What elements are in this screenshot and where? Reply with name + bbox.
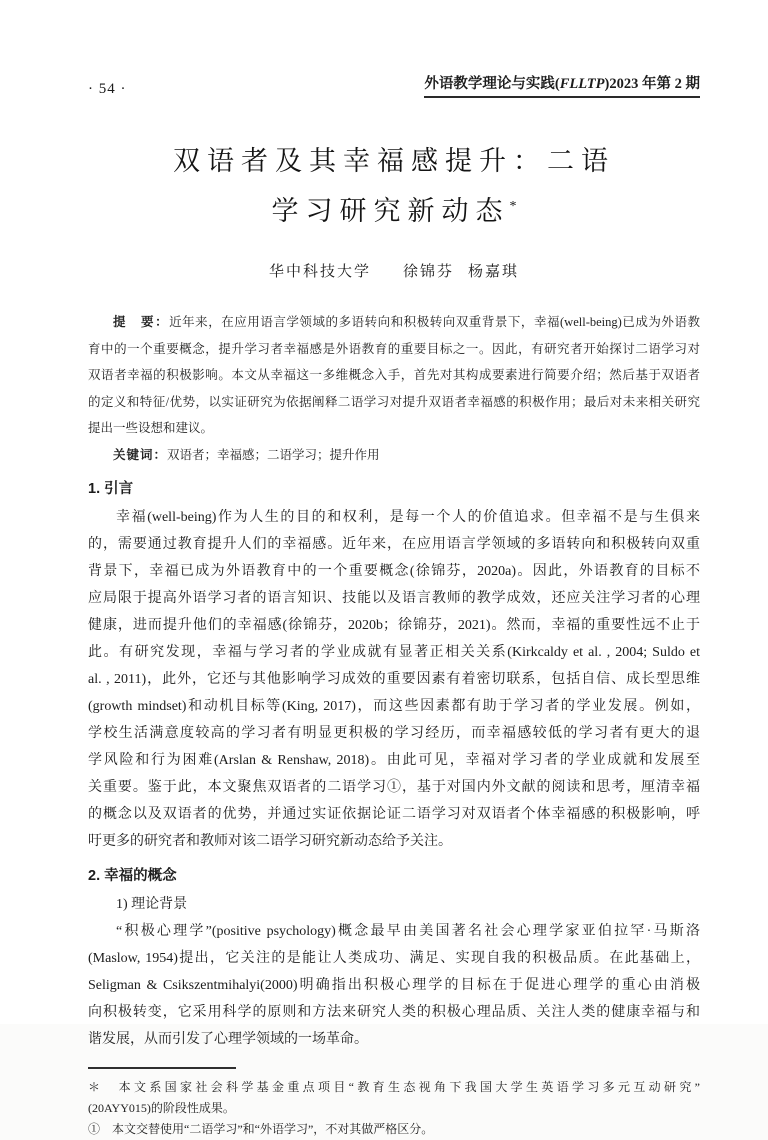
abstract-lines bbox=[88, 336, 700, 442]
text-line: 吁更多的研究者和教师对该二语学习研究新动态给予关注。 bbox=[88, 834, 452, 849]
text-line: 学校生活满意度较高的学习者有明显更积极的学习经历，而幸福感较低的学习者有更大的退 bbox=[88, 726, 700, 741]
running-head bbox=[88, 74, 700, 98]
keywords-label: 关键词： bbox=[113, 447, 168, 462]
abstract-first-line bbox=[88, 309, 700, 336]
abstract-block bbox=[88, 309, 700, 468]
text-line: 双语者幸福的积极影响。本文从幸福这一多维概念入手，首先对其构成要素进行简要介绍；然后基于双语者 bbox=[88, 368, 700, 382]
text-line: 此。有研究发现，幸福与学习者的学业成就有显著正相关关系(Kirkcaldy et al. , 2004; Suldo et bbox=[88, 645, 700, 660]
section-happiness-concept bbox=[88, 862, 700, 1053]
footnote-divider bbox=[88, 1067, 236, 1069]
page-number: · 54 · bbox=[88, 81, 127, 97]
author-name: 杨嘉琪 bbox=[468, 264, 520, 280]
text-line: 育中的一个重要概念，提升学习者幸福感是外语教育的重要目标之一。因此，有研究者开始探讨二语学习对 bbox=[88, 341, 700, 356]
keywords-line bbox=[88, 442, 700, 469]
article-title-line-2-text: 学习研究新动态 bbox=[271, 196, 510, 226]
text-line: 提出一些设想和建议。 bbox=[88, 421, 214, 435]
text-line: 谐发展，从而引发了心理学领域的一场革命。 bbox=[88, 1032, 368, 1047]
text-line: 关重要。鉴于此，本文聚焦双语者的二语学习①，基于对国内外文献的阅读和思考，厘清幸福 bbox=[88, 780, 700, 795]
text-line: 健康，进而提升他们的幸福感(徐锦芬，2020b；徐锦芬，2021)。然而，幸福的重要性远不止于 bbox=[88, 618, 700, 633]
page-content bbox=[88, 74, 700, 1140]
author-affiliation: 华中科技大学 bbox=[268, 264, 371, 280]
article-title-line-1: 双语者及其幸福感提升：二语 bbox=[173, 146, 615, 176]
text-line: 幸福(well-being)作为人生的目的和权利，是每一个人的价值追求。但幸福不是与生俱来 bbox=[116, 510, 700, 525]
text-line: (growth mindset)和动机目标等(King, 2017)，而这些因素都有助于学习者的学业发展。例如， bbox=[88, 699, 700, 714]
text-line: ① 本文交替使用“二语学习”和“外语学习”，不对其做严格区分。 bbox=[88, 1122, 434, 1136]
text-line: 向积极转变，它采用科学的原则和方法来研究人类的积极心理品质、关注人类的健康幸福与和 bbox=[88, 1005, 700, 1020]
abstract-label: 提 要： bbox=[113, 315, 170, 329]
footnote-terminology bbox=[88, 1119, 700, 1140]
text-line: 的概念以及双语者的优势，并通过实证依据论证二语学习对双语者个体幸福感的积极影响，呼 bbox=[88, 807, 700, 822]
author-name: 徐锦芬 bbox=[402, 264, 454, 280]
journal-title bbox=[424, 72, 700, 98]
text-line: (20AYY015)的阶段性成果。 bbox=[88, 1100, 235, 1115]
text-line: ＊ 本文系国家社会科学基金重点项目“教育生态视角下我国大学生英语学习多元互动研究” bbox=[88, 1080, 700, 1094]
text-line: (Maslow, 1954)提出，它关注的是能让人类成功、满足、实现自我的积极品质。在此基础上， bbox=[88, 951, 700, 966]
paragraph bbox=[88, 504, 700, 855]
text-line: “积极心理学”(positive psychology)概念最早由美国著名社会心理学家亚伯拉罕·马斯洛 bbox=[116, 924, 700, 939]
text-line: al. , 2011)，此外，它还与其他影响学习成效的重要因素有着密切联系，包括自信、成长型思维 bbox=[88, 672, 700, 687]
article-title bbox=[88, 138, 700, 234]
text-line: 学风险和行为困难(Arslan & Renshaw, 2018)。由此可见，幸福对学习者的学业成就和发展至 bbox=[88, 753, 700, 768]
keywords-text: 双语者；幸福感；二语学习；提升作用 bbox=[167, 447, 380, 462]
text-line: 背景下，幸福已成为外语教育中的一个重要概念(徐锦芬，2020a)。因此，外语教育的目标不 bbox=[88, 564, 700, 579]
subsection-heading: 1) 理论背景 bbox=[116, 897, 188, 912]
text-line: 的，需要通过教育提升人们的幸福感。近年来，在应用语言学领域的多语转向和积极转向双重 bbox=[88, 537, 700, 552]
section-introduction bbox=[88, 475, 700, 855]
article-title-line-2 bbox=[88, 184, 700, 234]
title-footnote-marker: * bbox=[509, 199, 517, 214]
section-heading: 2. 幸福的概念 bbox=[88, 868, 177, 884]
abstract-first-line-text: 近年来，在应用语言学领域的多语转向和积极转向双重背景下，幸福(well-being)已成为外语教 bbox=[169, 315, 700, 329]
text-line: Seligman & Csikszentmihalyi(2000)明确指出积极心理学的目标在于促进心理学的重心由消极 bbox=[88, 978, 700, 993]
journal-title-post: )2023 年第 2 期 bbox=[604, 76, 700, 92]
journal-title-pre: 外语教学理论与实践( bbox=[424, 76, 560, 92]
text-line: 的定义和特征/优势，以实证研究为依据阐释二语学习对提升双语者幸福感的积极作用；最后对未来相关研究 bbox=[88, 394, 700, 409]
paragraph bbox=[88, 918, 700, 1053]
text-line: 应局限于提高外语学习者的语言知识、技能以及语言教师的教学成效，还应关注学习者的心理 bbox=[88, 591, 700, 606]
footnotes bbox=[88, 1077, 700, 1140]
byline bbox=[88, 260, 700, 281]
footnote-funding bbox=[88, 1077, 700, 1118]
section-heading: 1. 引言 bbox=[88, 481, 134, 497]
journal-abbreviation: FLLTP bbox=[559, 76, 605, 92]
